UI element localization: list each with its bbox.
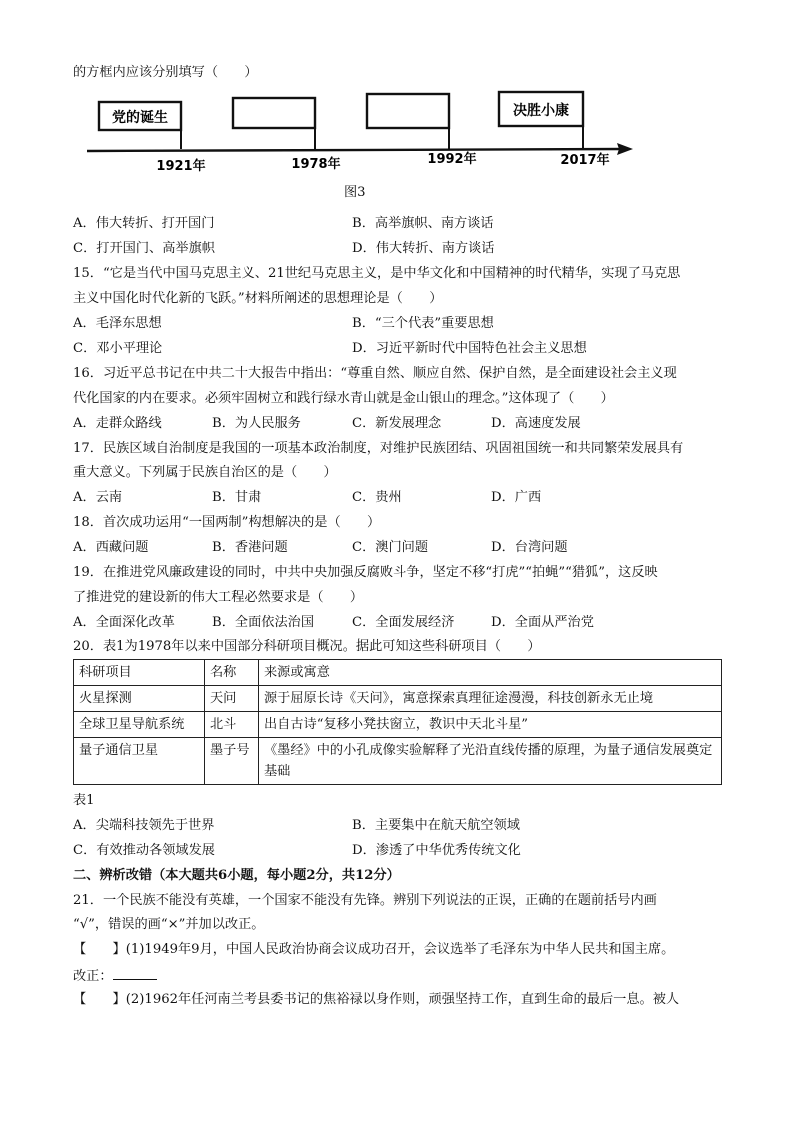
option-b: B．甘肃 (212, 490, 262, 505)
table-header-cell: 来源或寓意 (259, 660, 722, 686)
question-15-line1: 15．“它是当代中国马克思主义、21世纪马克思主义，是中华文化和中国精神的时代精华，实现了马克思 (73, 266, 681, 281)
question-21-intro-line1: 21．一个民族不能没有英雄，一个国家不能没有先锋。辨别下列说法的正误，正确的在题前括号内画 (73, 893, 657, 908)
question-15-line2: 主义中国化时代化新的飞跃。”材料所阐述的思想理论是（ ） (73, 291, 443, 306)
option-a: A．尖端科技领先于世界 (73, 818, 215, 833)
question-18-line1: 18．首次成功运用“一国两制”构想解决的是（ ） (73, 515, 381, 530)
question-21-item-2: 【 】(2)1962年任河南兰考县委书记的焦裕禄以身作则，顽强坚持工作，直到生命的最后一息。被人 (73, 992, 680, 1007)
option-d: D．高速度发展 (491, 416, 581, 431)
table-cell: 北斗 (205, 712, 259, 738)
timeline-axis (87, 149, 623, 151)
section-2-title: 二、辨析改错（本大题共6小题，每小题2分，共12分） (73, 868, 400, 883)
option-a: A．西藏问题 (73, 540, 149, 555)
option-b: B．“三个代表”重要思想 (352, 316, 494, 331)
table-cell: 量子通信卫星 (74, 738, 205, 785)
timeline-year: 1978年 (291, 157, 341, 172)
table-cell: 出自古诗“复移小凳扶窗立，教识中天北斗星” (259, 712, 722, 738)
table-row (74, 686, 722, 712)
table-cell: 《墨经》中的小孔成像实验解释了光沿直线传播的原理，为量子通信发展奠定基础 (259, 738, 722, 785)
option-d: D．台湾问题 (491, 540, 568, 555)
question-14-tail: 的方框内应该分别填写（ ） (73, 65, 258, 80)
option-b: B．全面依法治国 (212, 615, 315, 630)
table-caption: 表1 (73, 793, 95, 808)
option-c: C．澳门问题 (352, 540, 429, 555)
timeline-year: 1921年 (156, 159, 206, 174)
question-17-line1: 17．民族区域自治制度是我国的一项基本政治制度，对维护民族团结、巩固祖国统一和共同繁荣发展具有 (73, 441, 684, 456)
option-d: D．习近平新时代中国特色社会主义思想 (352, 341, 587, 356)
correction-label: 改正： (73, 969, 113, 984)
timeline-year: 2017年 (560, 153, 610, 168)
option-c: C．邓小平理论 (73, 341, 163, 356)
question-19-line2: 了推进党的建设新的伟大工程必然要求是（ ） (73, 590, 364, 605)
question-20-line1: 20．表1为1978年以来中国部分科研项目概况。据此可知这些科研项目（ ） (73, 639, 541, 654)
option-d: D．渗透了中华优秀传统文化 (352, 843, 521, 858)
option-d: D．全面从严治党 (491, 615, 594, 630)
question-16-line2: 代化国家的内在要求。必须牢固树立和践行绿水青山就是金山银山的理念。”这体现了（ ） (73, 391, 614, 406)
option-d: D．伟大转折、南方谈话 (352, 241, 495, 256)
table-header-row (74, 660, 722, 686)
option-b: B．高举旗帜、南方谈话 (352, 216, 494, 231)
timeline-box-3 (367, 94, 449, 128)
figure-caption: 图3 (344, 185, 366, 200)
option-a: A．全面深化改革 (73, 615, 175, 630)
question-16-line1: 16．习近平总书记在中共二十大报告中指出：“尊重自然、顺应自然、保护自然，是全面建设社会主义现 (73, 366, 677, 381)
question-19-line1: 19．在推进党风廉政建设的同时，中共中央加强反腐败斗争，坚定不移“打虎”“拍蝇”“猎狐”，这反映 (73, 565, 658, 580)
option-c: C．全面发展经济 (352, 615, 455, 630)
table-cell: 天问 (205, 686, 259, 712)
timeline-box-label: 党的诞生 (112, 110, 168, 126)
table-row (74, 738, 722, 785)
timeline-box-label: 决胜小康 (513, 103, 569, 119)
option-b: B．香港问题 (212, 540, 288, 555)
option-c: C．贵州 (352, 490, 402, 505)
option-c: C．新发展理念 (352, 416, 442, 431)
option-a: A．伟大转折、打开国门 (73, 216, 215, 231)
table-cell: 火星探测 (74, 686, 205, 712)
timeline-box-4 (499, 92, 583, 126)
timeline-box-1 (99, 102, 181, 130)
table-header-cell: 科研项目 (74, 660, 205, 686)
option-a: A．云南 (73, 490, 123, 505)
timeline-figure (85, 86, 637, 182)
correction-blank[interactable] (113, 966, 157, 980)
option-c: C．有效推动各领域发展 (73, 843, 215, 858)
table-cell: 墨子号 (205, 738, 259, 785)
timeline-arrow-icon (617, 143, 633, 155)
option-a: A．走群众路线 (73, 416, 162, 431)
question-21-intro-line2: “√”，错误的画“×”并加以改正。 (73, 917, 265, 932)
table-cell: 全球卫星导航系统 (74, 712, 205, 738)
question-17-line2: 重大意义。下列属于民族自治区的是（ ） (73, 465, 337, 480)
research-table (73, 659, 722, 785)
option-a: A．毛泽东思想 (73, 316, 162, 331)
table-cell: 源于屈原长诗《天问》，寓意探索真理征途漫漫，科技创新永无止境 (259, 686, 722, 712)
option-b: B．为人民服务 (212, 416, 301, 431)
question-21-item-1: 【 】(1)1949年9月，中国人民政治协商会议成功召开，会议选举了毛泽东为中华人民共和国主席。 (73, 942, 675, 957)
option-b: B．主要集中在航天航空领域 (352, 818, 520, 833)
option-c: C．打开国门、高举旗帜 (73, 241, 215, 256)
timeline-box-2 (233, 98, 315, 128)
table-header-cell: 名称 (205, 660, 259, 686)
table-row (74, 712, 722, 738)
correction-line (73, 966, 157, 986)
option-d: D．广西 (491, 490, 542, 505)
timeline-year: 1992年 (427, 152, 477, 167)
